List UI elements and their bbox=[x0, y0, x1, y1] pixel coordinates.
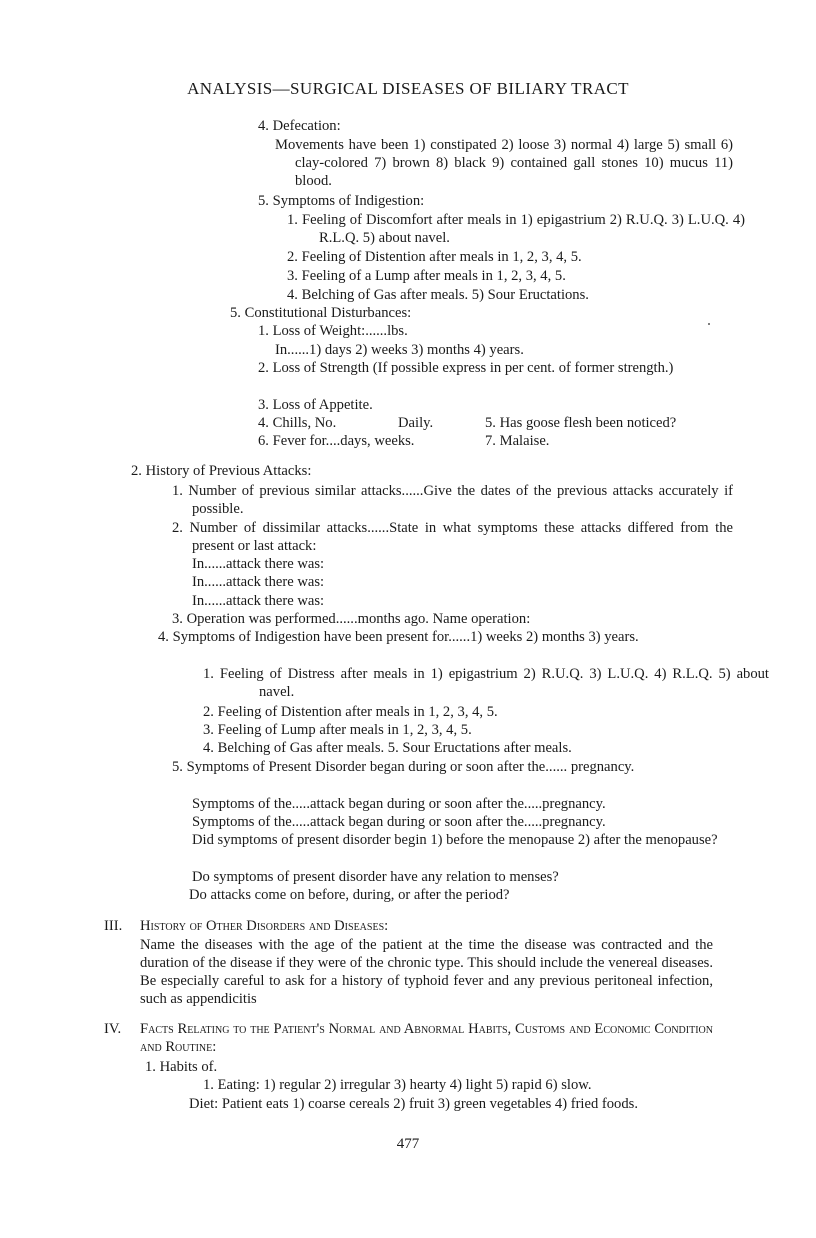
section-3-body: Name the diseases with the age of the patient at the time the disease was contracted and the duration of the disease if they were of the chronic type. This should include the venereal diseases. Be especially careful to ask for a history of typhoid fever and any previous peritoneal infection, such as appendicitis bbox=[140, 937, 713, 1007]
constitutional-item-6: 6. Fever for....days, weeks. bbox=[258, 433, 415, 449]
section-4-title: Facts Relating to the Patient's Normal and Abnormal Habits, Customs and Economic Condition and Routine: bbox=[140, 1021, 713, 1055]
pregnancy-line-2: Symptoms of the.....attack began during or soon after the.....pregnancy. bbox=[192, 814, 606, 830]
previous-item-2: 2. Number of dissimilar attacks......State in what symptoms these attacks differed from the present or last attack: bbox=[172, 520, 733, 554]
constitutional-item-4-daily: Daily. bbox=[398, 415, 434, 431]
previous-item-4-2: 2. Feeling of Distention after meals in 1, 2, 3, 4, 5. bbox=[203, 704, 498, 720]
section-4-number: IV. bbox=[104, 1021, 122, 1037]
constitutional-item-7: 7. Malaise. bbox=[485, 433, 550, 449]
previous-item-4: 4. Symptoms of Indigestion have been present for......1) weeks 2) months 3) years. bbox=[158, 629, 639, 645]
eating-item: 1. Eating: 1) regular 2) irregular 3) hearty 4) light 5) rapid 6) slow. bbox=[203, 1077, 592, 1093]
previous-item-5: 5. Symptoms of Present Disorder began during or soon after the...... pregnancy. bbox=[172, 759, 635, 775]
indigestion-heading: 5. Symptoms of Indigestion: bbox=[258, 193, 425, 209]
previous-item-4-3: 3. Feeling of Lump after meals in 1, 2, 3, 4, 5. bbox=[203, 722, 472, 738]
constitutional-item-5: 5. Has goose flesh been noticed? bbox=[485, 415, 677, 431]
indigestion-item-1: 1. Feeling of Discomfort after meals in 1) epigastrium 2) R.U.Q. 3) L.U.Q. 4) R.L.Q. 5) about navel. bbox=[287, 212, 745, 246]
constitutional-item-1: 1. Loss of Weight:......lbs. bbox=[258, 323, 408, 339]
attack-line-2: In......attack there was: bbox=[192, 574, 325, 590]
section-3-title: History of Other Disorders and Diseases: bbox=[140, 918, 389, 934]
constitutional-item-3: 3. Loss of Appetite. bbox=[258, 397, 373, 413]
menopause-question: Did symptoms of present disorder begin 1) before the menopause 2) after the menopause? bbox=[192, 832, 718, 848]
constitutional-item-1-duration: In......1) days 2) weeks 3) months 4) years. bbox=[275, 342, 524, 358]
indigestion-item-2: 2. Feeling of Distention after meals in 1, 2, 3, 4, 5. bbox=[287, 249, 582, 265]
previous-item-4-4: 4. Belching of Gas after meals. 5. Sour Eructations after meals. bbox=[203, 740, 572, 756]
previous-item-3: 3. Operation was performed......months ago. Name operation: bbox=[172, 611, 531, 627]
attack-line-3: In......attack there was: bbox=[192, 593, 325, 609]
page-number: 477 bbox=[396, 1136, 420, 1152]
defecation-heading: 4. Defecation: bbox=[258, 118, 341, 134]
habits-heading: 1. Habits of. bbox=[145, 1059, 218, 1075]
constitutional-item-2: 2. Loss of Strength (If possible express in per cent. of former strength.) bbox=[258, 360, 674, 376]
section-3-number: III. bbox=[104, 918, 123, 934]
previous-attacks-heading: 2. History of Previous Attacks: bbox=[131, 463, 312, 479]
indigestion-item-4: 4. Belching of Gas after meals. 5) Sour Eructations. bbox=[287, 287, 589, 303]
indigestion-item-3: 3. Feeling of a Lump after meals in 1, 2, 3, 4, 5. bbox=[287, 268, 566, 284]
previous-item-1: 1. Number of previous similar attacks......Give the dates of the previous attacks accurately if possible. bbox=[172, 483, 733, 517]
diet-item: Diet: Patient eats 1) coarse cereals 2) fruit 3) green vegetables 4) fried foods. bbox=[189, 1096, 638, 1112]
previous-item-4-1: 1. Feeling of Distress after meals in 1) epigastrium 2) R.U.Q. 3) L.U.Q. 4) R.L.Q. 5) about navel. bbox=[203, 666, 769, 700]
constitutional-heading: 5. Constitutional Disturbances: bbox=[230, 305, 412, 321]
movements-item: Movements have been 1) constipated 2) loose 3) normal 4) large 5) small 6) clay-colored 7) brown 8) black 9) contained gall stones 10) mucus 11) blood. bbox=[275, 137, 733, 189]
menses-question: Do symptoms of present disorder have any relation to menses? bbox=[192, 869, 559, 885]
running-header: ANALYSIS—SURGICAL DISEASES OF BILIARY TRACT bbox=[187, 79, 629, 98]
constitutional-item-4: 4. Chills, No. bbox=[258, 415, 337, 431]
attack-line-1: In......attack there was: bbox=[192, 556, 325, 572]
pregnancy-line-1: Symptoms of the.....attack began during or soon after the.....pregnancy. bbox=[192, 796, 606, 812]
period-question: Do attacks come on before, during, or after the period? bbox=[189, 887, 510, 903]
speck-mark bbox=[708, 323, 710, 325]
